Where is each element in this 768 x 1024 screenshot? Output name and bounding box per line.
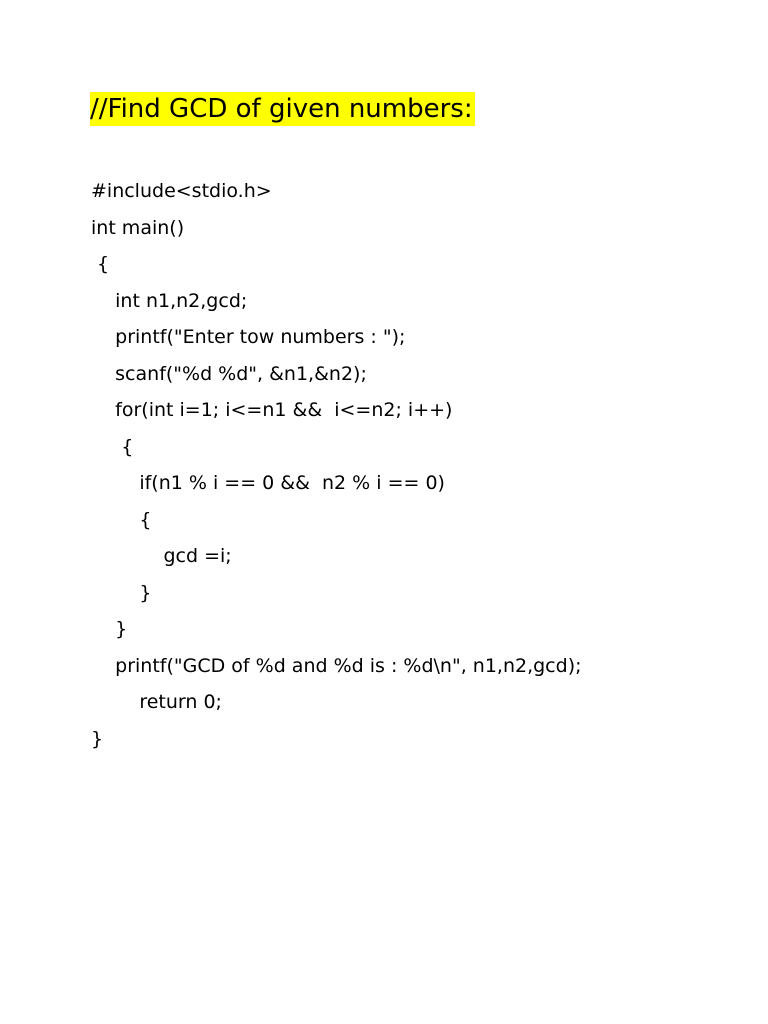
- code-line: return 0;: [91, 691, 222, 713]
- code-block: [91, 176, 582, 760]
- code-line: scanf("%d %d", &n1,&n2);: [91, 362, 367, 385]
- code-line: int n1,n2,gcd;: [91, 289, 248, 312]
- document-title: //Find GCD of given numbers:: [90, 94, 473, 124]
- code-line: if(n1 % i == 0 && n2 % i == 0): [91, 472, 445, 494]
- code-line: #include<stdio.h>: [91, 180, 272, 202]
- code-line: {: [91, 435, 134, 458]
- code-line: printf("GCD of %d and %d is : %d\n", n1,n2,gcd);: [91, 654, 582, 677]
- code-line: int main(): [91, 216, 185, 239]
- code-line: }: [91, 727, 104, 750]
- code-line: printf("Enter tow numbers : ");: [91, 326, 406, 348]
- code-line: }: [91, 581, 152, 604]
- code-line: gcd =i;: [91, 545, 232, 567]
- code-line: {: [91, 508, 152, 531]
- code-line: for(int i=1; i<=n1 && i<=n2; i++): [91, 399, 453, 421]
- code-line: }: [91, 618, 128, 640]
- code-line: {: [91, 253, 110, 275]
